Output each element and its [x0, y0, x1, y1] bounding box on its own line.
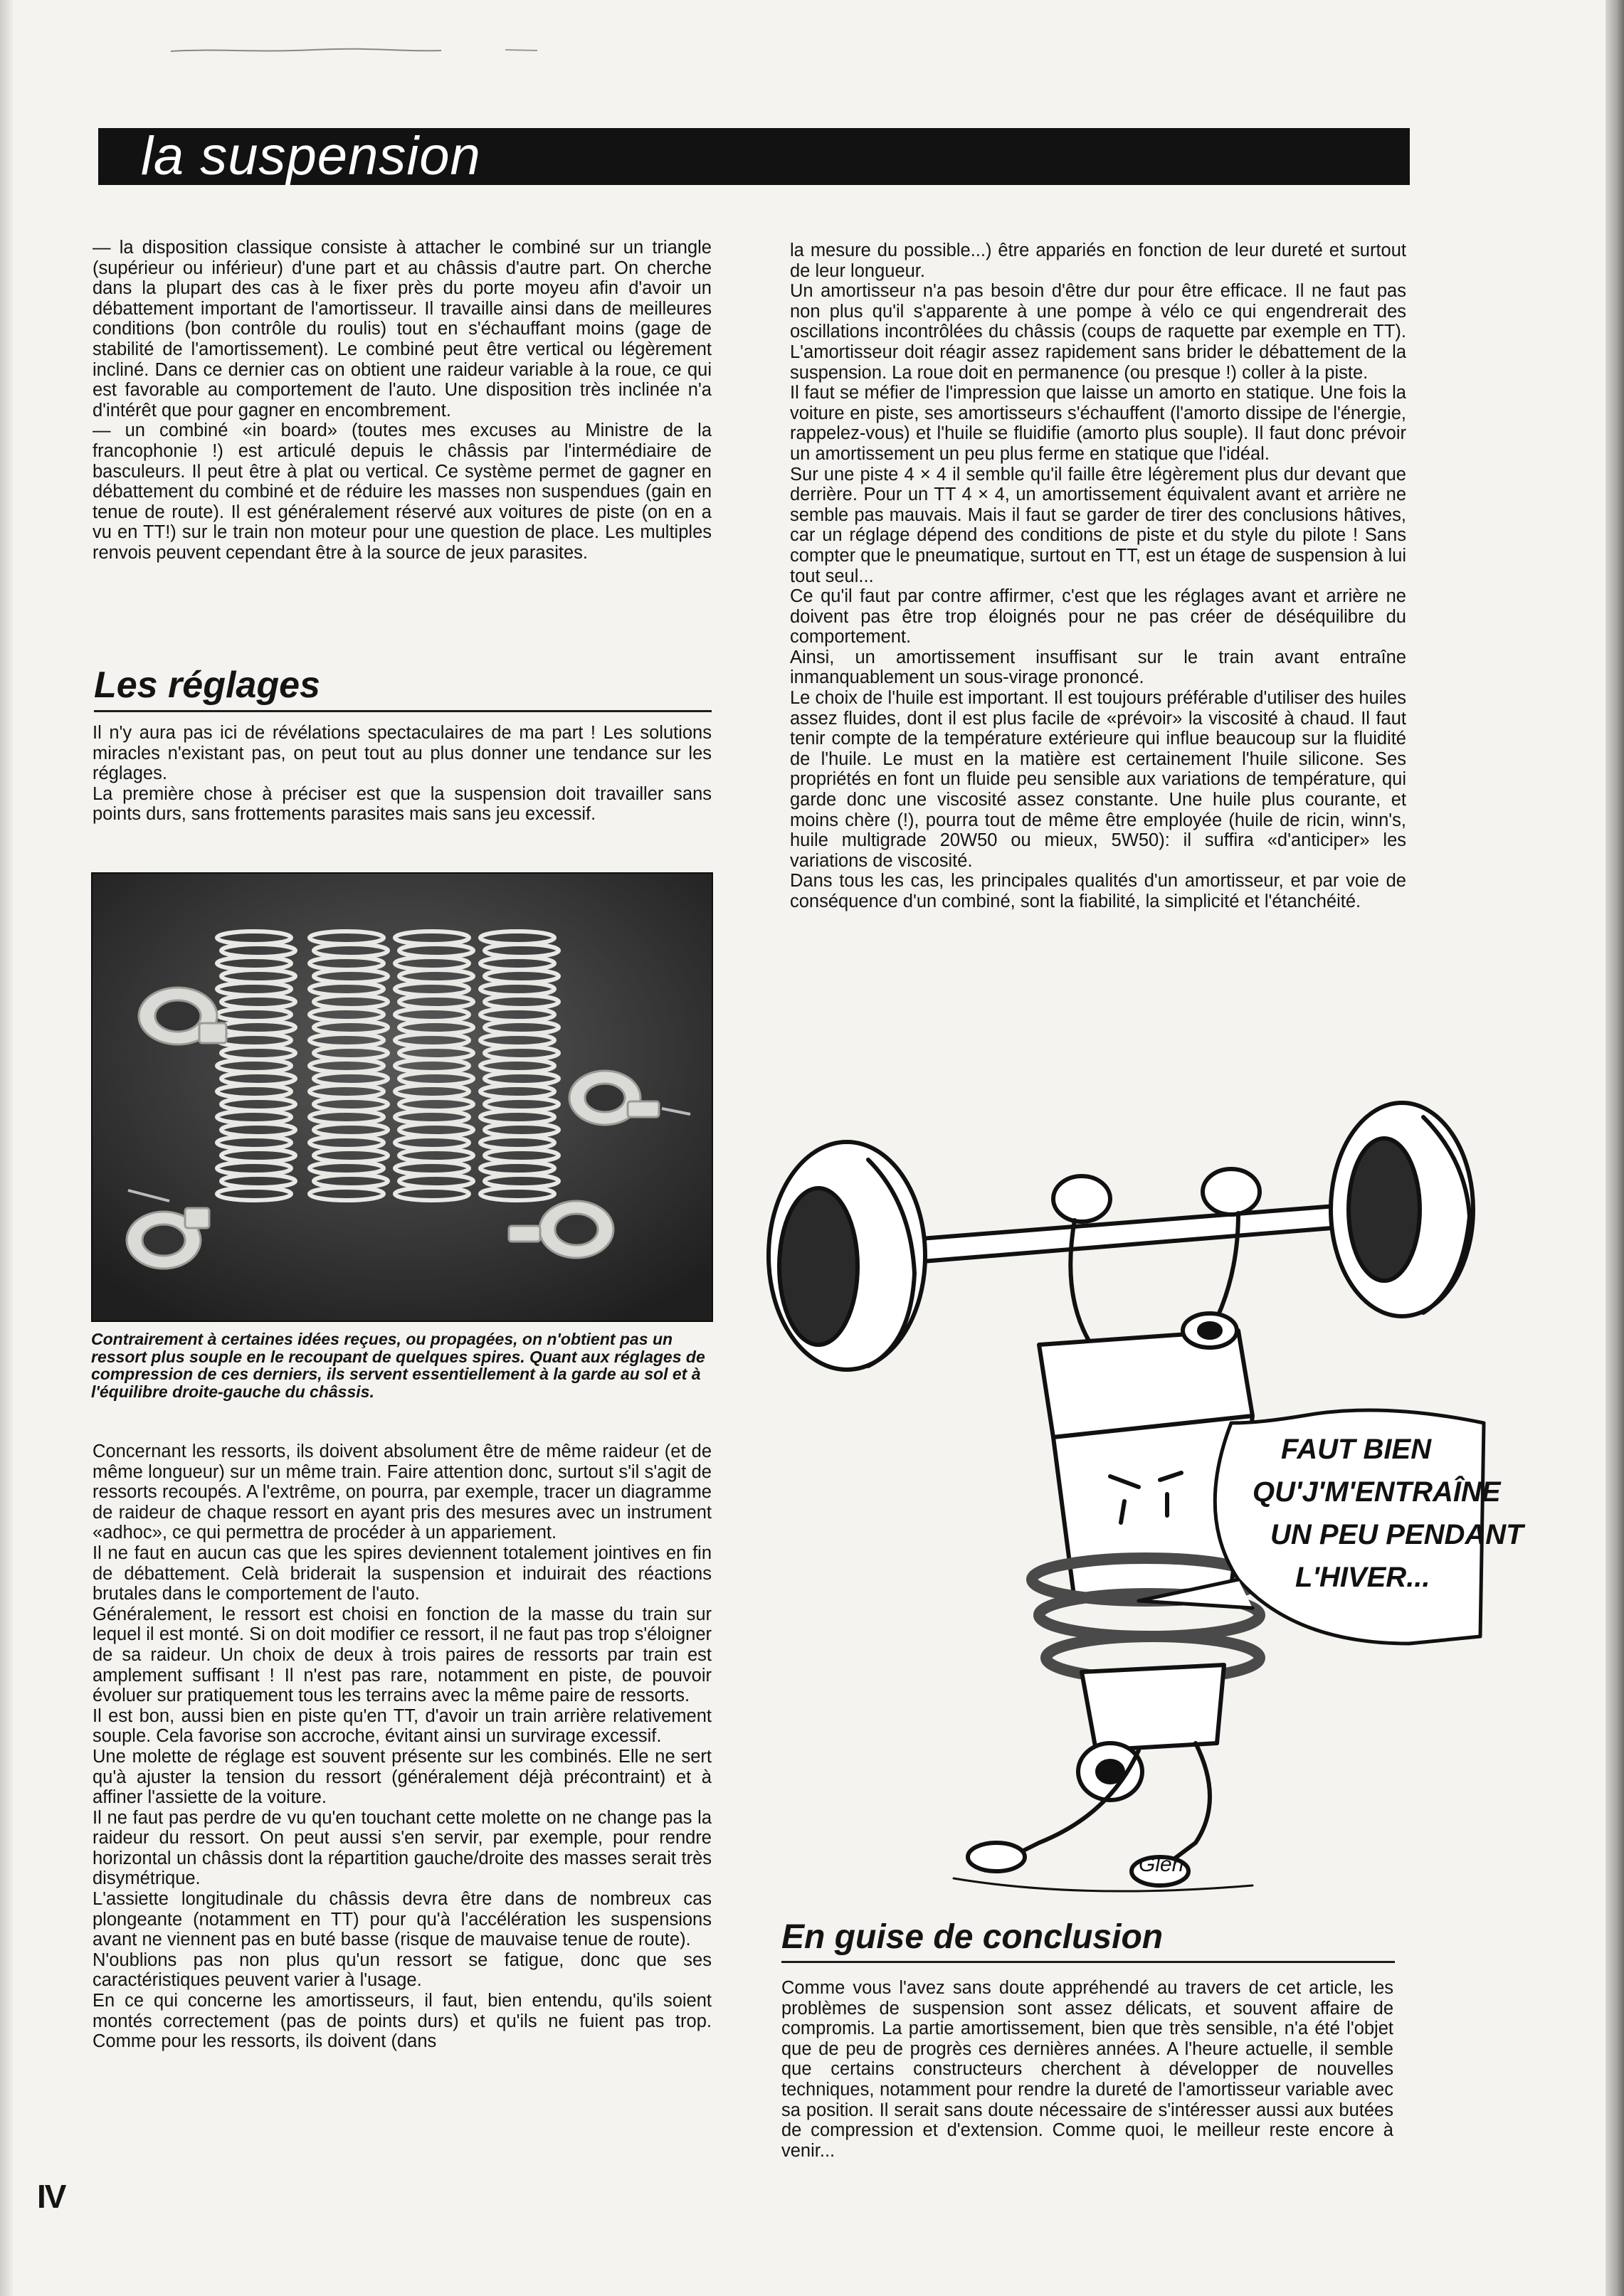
- body-paragraph: Un amortisseur n'a pas besoin d'être dur pour être efficace. Il ne faut pas non plus qu'il s'apparente à une pompe à vélo ce qui engendrerait des oscillations incontrôlées du châssis (coups de raquette par exemple en TT). L'amortisseur doit réagir assez rapidement sans brider le débattement de la suspension. La roue doit en permanence (ou presque !) coller à la piste.: [790, 281, 1406, 383]
- speech-line: L'HIVER...: [1295, 1562, 1430, 1593]
- intro-paragraph: — la disposition classique consiste à attacher le combiné sur un triangle (supérieur ou inférieur) d'une part et au châssis d'autre part. On cherche dans la plupart des cas à le fixer près du porte moyeu afin d'avoir un débattement important de l'amortisseur. Il travaille ainsi dans de meilleures conditions (bon contrôle du roulis) tout en s'échauffant moins (gage de stabilité de l'amortissement). Le combiné peut être vertical ou légèrement incliné. Dans ce dernier cas on obtient une raideur variable à la roue, ce qui est favorable au comportement de l'auto. Une disposition très inclinée n'a d'intérêt que pour gagner en encombrement.: [93, 238, 712, 420]
- body-paragraph: Concernant les ressorts, ils doivent absolument être de même raideur (et de même longueur) sur un même train. Faire attention donc, surtout s'il s'agit de ressorts recoupés. A l'extrême, on pourra, par exemple, tracer un diagramme de raideur de chaque ressort en ayant pris des mesures avec un instrument «adhoc», ce qui permettra de procéder à un appariement.: [93, 1441, 712, 1543]
- body-paragraph: Il ne faut en aucun cas que les spires deviennent totalement jointives en fin de débattement. Celà briderait la suspension et induirait des réactions brutales dans le comportement de l'auto.: [93, 1543, 712, 1604]
- conclusion-heading: En guise de conclusion: [781, 1915, 1395, 1963]
- body-paragraph: En ce qui concerne les amortisseurs, il faut, bien entendu, qu'ils soient montés correctement (pas de points durs) et qu'ils ne fuient pas trop. Comme pour les ressorts, ils doivent (dans: [93, 1991, 712, 2052]
- top-scribble-mark: [171, 46, 541, 55]
- springs-photo-drawing: [93, 874, 712, 1321]
- shock-absorber-cartoon: [740, 1117, 1524, 1900]
- reglages-intro-column: [93, 723, 712, 825]
- body-paragraph: Il faut se méfier de l'impression que laisse un amorto en statique. Une fois la voiture en piste, ses amortisseurs s'échauffent (l'amorto dissipe de l'énergie, rappelez-vous) et l'huile se fluidifie (amorto plus souple). Il faut donc prévoir un amortissement un peu plus ferme en statique que l'idéal.: [790, 383, 1406, 464]
- body-paragraph: Il est bon, aussi bien en piste qu'en TT, d'avoir un train arrière relativement souple. Cela favorise son accroche, évitant ainsi un survirage excessif.: [93, 1705, 712, 1747]
- speech-line: UN PEU PENDANT: [1270, 1519, 1524, 1550]
- reglages-paragraph: Il n'y aura pas ici de révélations spectaculaires de ma part ! Les solutions miracles n'existant pas, on peut tout au plus donner une tendance sur les réglages.: [93, 723, 712, 784]
- body-paragraph: Le choix de l'huile est important. Il est toujours préférable d'utiliser des huiles assez fluides, dont il est plus facile de «prévoir» la viscosité à chaud. Il faut tenir compte de la température extérieure qui influe beaucoup sur la fluidité de l'huile. Le must en la matière est certainement l'huile silicone. Ses propriétés en font un fluide peu sensible aux variations de température, qui garde donc une viscosité assez constante. Une huile plus courante, et moins chère (!), pourra tout de même être employée (huile de ricin, winn's, huile multigrade 20W50 ou mieux, 5W50): il suffira «d'anticiper» les variations de viscosité.: [790, 688, 1406, 871]
- speech-line: FAUT BIEN: [1281, 1434, 1432, 1465]
- body-paragraph: la mesure du possible...) être appariés en fonction de leur dureté et surtout de leur longueur.: [790, 240, 1406, 281]
- body-paragraph: L'assiette longitudinale du châssis devra être dans de nombreux cas plongeante (notamment en TT) pour qu'à l'accélération les suspensions avant ne viennent pas en buté basse (risque de mauvaise tenue de route).: [93, 1889, 712, 1950]
- cartoon-drawing: [740, 1117, 1524, 1900]
- body-paragraph: Dans tous les cas, les principales qualités d'un amortisseur, et par voie de conséquence d'un combiné, sont la fiabilité, la simplicité et l'étanchéité.: [790, 871, 1406, 911]
- photo-caption: Contrairement à certaines idées reçues, ou propagées, on n'obtient pas un ressort plus souple en le recoupant de quelques spires. Quant aux réglages de compression de ces derniers, ils servent essentiellement à la garde au sol et à l'équilibre droite-gauche du châssis.: [91, 1330, 705, 1401]
- page-edge-right: [1605, 0, 1624, 2296]
- conclusion-column: [781, 1978, 1393, 2161]
- speech-line: QU'J'M'ENTRAÎNE: [1253, 1476, 1501, 1508]
- intro-paragraph: — un combiné «in board» (toutes mes excuses au Ministre de la francophonie !) est articulé depuis le châssis par l'intermédiaire de basculeurs. Il peut être à plat ou vertical. Ce système permet de gagner en débattement du combiné et de réduire les masses non suspendues (gain en tenue de route). Il est généralement réservé aux voitures de piste (on en a vu en TT!) sur le train non moteur pour une question de place. Les multiples renvois peuvent cependant être à la source de jeux parasites.: [93, 420, 712, 563]
- body-paragraph: Ainsi, un amortissement insuffisant sur le train avant entraîne inmanquablement un sous-virage prononcé.: [790, 647, 1406, 688]
- page-number: IV: [37, 2178, 65, 2215]
- springs-photo: [91, 872, 713, 1322]
- body-paragraph: Généralement, le ressort est choisi en fonction de la masse du train sur lequel il est monté. Si on doit modifier ce ressort, il ne faut pas trop s'éloigner de sa raideur. Un choix de deux à trois paires de ressorts par train est amplement suffisant ! Il n'est pas rare, notamment en piste, de pouvoir évoluer sur pratiquement tous les terrains avec la même paire de ressorts.: [93, 1604, 712, 1706]
- intro-left-column: [93, 238, 712, 564]
- cartoon-signature: Glen: [1139, 1853, 1184, 1876]
- body-paragraph: Il ne faut pas perdre de vu qu'en touchant cette molette on ne change pas la raideur du ressort. On peut aussi s'en servir, par exemple, pour rendre horizontal un châssis dont la répartition gauche/droite des masses serait très disymétrique.: [93, 1807, 712, 1889]
- left-body-column: [93, 1441, 712, 2052]
- reglages-paragraph: La première chose à préciser est que la suspension doit travailler sans points durs, sans frottements parasites mais sans jeu excessif.: [93, 783, 712, 825]
- body-paragraph: Sur une piste 4 × 4 il semble qu'il faille être légèrement plus dur devant que derrière. Pour un TT 4 × 4, un amortissement équivalent avant et arrière ne semble pas mauvais. Mais il faut se garder de tirer des conclusions hâtives, car un réglage dépend des conditions de piste et du style du pilote ! Sans compter que le pneumatique, surtout en TT, est un étage de suspension à lui tout seul...: [790, 464, 1406, 586]
- reglages-heading: Les réglages: [94, 662, 712, 712]
- page-edge-left: [0, 0, 13, 2296]
- body-paragraph: N'oublions pas non plus qu'un ressort se fatigue, donc que ses caractéristiques peuvent varier à l'usage.: [93, 1950, 712, 1991]
- section-title: la suspension: [141, 126, 481, 186]
- body-paragraph: Ce qu'il faut par contre affirmer, c'est que les réglages avant et arrière ne doivent pas être trop éloignés pour ne pas créer de déséquilibre du comportement.: [790, 586, 1406, 647]
- section-banner: [98, 128, 1410, 185]
- right-body-column: [790, 240, 1406, 912]
- body-paragraph: Une molette de réglage est souvent présente sur les combinés. Elle ne sert qu'à ajuster la tension du ressort (généralement déjà précontraint) et à affiner l'assiette de la voiture.: [93, 1746, 712, 1808]
- conclusion-paragraph: Comme vous l'avez sans doute appréhendé au travers de cet article, les problèmes de suspension sont assez délicats, et souvent affaire de compromis. La partie amortissement, bien que très sensible, n'a été l'objet que de peu de progrès ces dernières années. A l'heure actuelle, il semble que certains constructeurs cherchent à développer de nouvelles techniques, notamment pour rendre la dureté de l'amortisseur variable avec sa position. Il serait sans doute nécessaire de s'intéresser aussi aux butées de compression et d'extension. Comme quoi, le meilleur reste encore à venir...: [781, 1978, 1393, 2161]
